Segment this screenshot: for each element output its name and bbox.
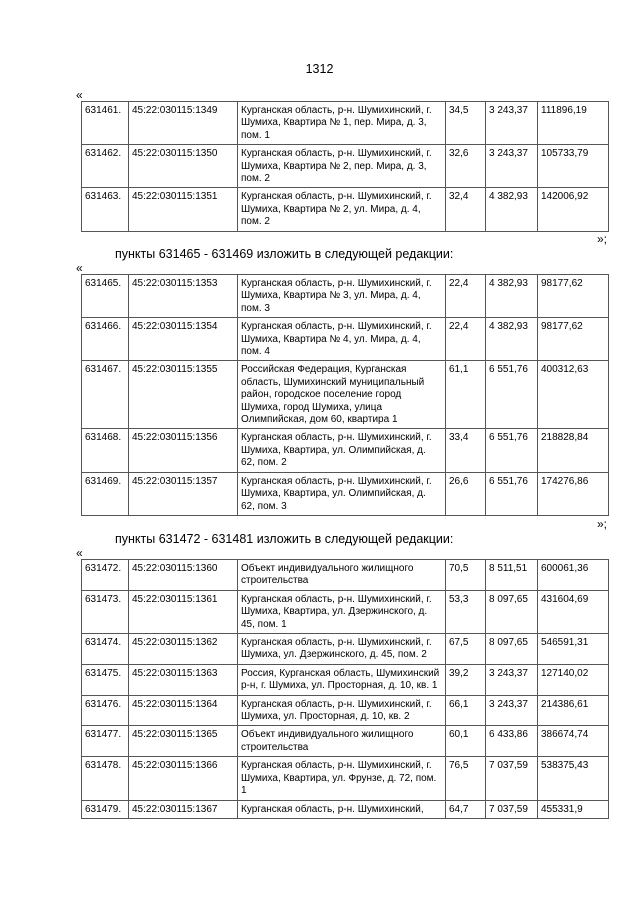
table-row: [82, 188, 609, 231]
rate-cell: 3 243,37: [486, 664, 538, 695]
address-cell: Курганская область, р-н. Шумихинский,: [238, 800, 446, 818]
address-cell: Курганская область, р-н. Шумихинский, г. Шумиха, ул. Дзержинского, д. 45, пом. 2: [238, 634, 446, 665]
address-cell: Российская Федерация, Курганская область, Шумихинский муниципальный район, городское поселение город Шумиха, город Шумиха, улица Олимпийская, дом 60, квартира 1: [238, 361, 446, 429]
quote-open-2: «: [76, 261, 83, 275]
item-number-cell: 631472.: [82, 560, 129, 591]
table-row: [82, 102, 609, 145]
cadastral-number-cell: 45:22:030115:1362: [129, 634, 238, 665]
table-row: [82, 318, 609, 361]
area-cell: 34,5: [446, 102, 486, 145]
area-cell: 66,1: [446, 695, 486, 726]
rate-cell: 4 382,93: [486, 275, 538, 318]
address-cell: Курганская область, р-н. Шумихинский, г. Шумиха, Квартира, ул. Олимпийская, д. 62, пом. 3: [238, 472, 446, 515]
area-cell: 26,6: [446, 472, 486, 515]
value-cell: 600061,36: [538, 560, 609, 591]
value-cell: 98177,62: [538, 318, 609, 361]
cadastral-number-cell: 45:22:030115:1363: [129, 664, 238, 695]
table-row: [82, 472, 609, 515]
table-row: [82, 664, 609, 695]
value-cell: 538375,43: [538, 757, 609, 800]
value-cell: 127140,02: [538, 664, 609, 695]
address-cell: Курганская область, р-н. Шумихинский, г. Шумиха, Квартира № 2, ул. Мира, д. 4, пом. 2: [238, 188, 446, 231]
table-row: [82, 757, 609, 800]
area-cell: 76,5: [446, 757, 486, 800]
area-cell: 22,4: [446, 275, 486, 318]
table-row: [82, 726, 609, 757]
address-cell: Объект индивидуального жилищного строительства: [238, 560, 446, 591]
item-number-cell: 631469.: [82, 472, 129, 515]
rate-cell: 7 037,59: [486, 757, 538, 800]
area-cell: 22,4: [446, 318, 486, 361]
address-cell: Россия, Курганская область, Шумихинский р-н, г. Шумиха, ул. Просторная, д. 10, кв. 1: [238, 664, 446, 695]
item-number-cell: 631477.: [82, 726, 129, 757]
rate-cell: 3 243,37: [486, 102, 538, 145]
item-number-cell: 631473.: [82, 590, 129, 633]
value-cell: 111896,19: [538, 102, 609, 145]
value-cell: 142006,92: [538, 188, 609, 231]
rate-cell: 8 511,51: [486, 560, 538, 591]
item-number-cell: 631466.: [82, 318, 129, 361]
table-row: [82, 800, 609, 818]
area-cell: 32,4: [446, 188, 486, 231]
table-body: [82, 560, 609, 819]
item-number-cell: 631462.: [82, 145, 129, 188]
area-cell: 39,2: [446, 664, 486, 695]
cadastral-number-cell: 45:22:030115:1360: [129, 560, 238, 591]
item-number-cell: 631461.: [82, 102, 129, 145]
table-row: [82, 695, 609, 726]
table-body: [82, 102, 609, 232]
rate-cell: 3 243,37: [486, 145, 538, 188]
area-cell: 32,6: [446, 145, 486, 188]
value-cell: 214386,61: [538, 695, 609, 726]
area-cell: 60,1: [446, 726, 486, 757]
rate-cell: 6 551,76: [486, 429, 538, 472]
address-cell: Курганская область, р-н. Шумихинский, г. Шумиха, ул. Просторная, д. 10, кв. 2: [238, 695, 446, 726]
item-number-cell: 631475.: [82, 664, 129, 695]
table-row: [82, 145, 609, 188]
item-number-cell: 631467.: [82, 361, 129, 429]
table-section-1: [81, 101, 609, 232]
instruction-text-2: пункты 631465 - 631469 изложить в следующей редакции:: [115, 247, 454, 261]
address-cell: Курганская область, р-н. Шумихинский, г. Шумиха, Квартира, ул. Олимпийская, д. 62, пом. 2: [238, 429, 446, 472]
item-number-cell: 631463.: [82, 188, 129, 231]
value-cell: 455331,9: [538, 800, 609, 818]
table-row: [82, 560, 609, 591]
item-number-cell: 631474.: [82, 634, 129, 665]
address-cell: Курганская область, р-н. Шумихинский, г. Шумиха, Квартира № 4, ул. Мира, д. 4, пом. 4: [238, 318, 446, 361]
cadastral-number-cell: 45:22:030115:1351: [129, 188, 238, 231]
address-cell: Курганская область, р-н. Шумихинский, г. Шумиха, Квартира № 2, пер. Мира, д. 3, пом. 2: [238, 145, 446, 188]
area-cell: 33,4: [446, 429, 486, 472]
rate-cell: 6 433,86: [486, 726, 538, 757]
table-body: [82, 275, 609, 516]
quote-open-1: «: [76, 88, 83, 102]
cadastral-number-cell: 45:22:030115:1353: [129, 275, 238, 318]
rate-cell: 4 382,93: [486, 188, 538, 231]
value-cell: 386674,74: [538, 726, 609, 757]
quote-close-1: »;: [597, 232, 608, 246]
area-cell: 67,5: [446, 634, 486, 665]
area-cell: 61,1: [446, 361, 486, 429]
table-row: [82, 429, 609, 472]
rate-cell: 6 551,76: [486, 472, 538, 515]
table-row: [82, 275, 609, 318]
item-number-cell: 631465.: [82, 275, 129, 318]
rate-cell: 4 382,93: [486, 318, 538, 361]
cadastral-number-cell: 45:22:030115:1357: [129, 472, 238, 515]
quote-open-3: «: [76, 546, 83, 560]
area-cell: 70,5: [446, 560, 486, 591]
address-cell: Курганская область, р-н. Шумихинский, г. Шумиха, Квартира № 3, ул. Мира, д. 4, пом. 3: [238, 275, 446, 318]
cadastral-number-cell: 45:22:030115:1355: [129, 361, 238, 429]
cadastral-number-cell: 45:22:030115:1356: [129, 429, 238, 472]
rate-cell: 8 097,65: [486, 590, 538, 633]
value-cell: 105733,79: [538, 145, 609, 188]
cadastral-number-cell: 45:22:030115:1349: [129, 102, 238, 145]
item-number-cell: 631478.: [82, 757, 129, 800]
address-cell: Курганская область, р-н. Шумихинский, г. Шумиха, Квартира, ул. Дзержинского, д. 45, пом. 1: [238, 590, 446, 633]
cadastral-number-cell: 45:22:030115:1364: [129, 695, 238, 726]
value-cell: 431604,69: [538, 590, 609, 633]
item-number-cell: 631476.: [82, 695, 129, 726]
area-cell: 64,7: [446, 800, 486, 818]
value-cell: 218828,84: [538, 429, 609, 472]
table-row: [82, 361, 609, 429]
table-section-2: [81, 274, 609, 516]
table-row: [82, 590, 609, 633]
value-cell: 546591,31: [538, 634, 609, 665]
rate-cell: 8 097,65: [486, 634, 538, 665]
item-number-cell: 631479.: [82, 800, 129, 818]
cadastral-number-cell: 45:22:030115:1350: [129, 145, 238, 188]
cadastral-number-cell: 45:22:030115:1361: [129, 590, 238, 633]
address-cell: Курганская область, р-н. Шумихинский, г. Шумиха, Квартира № 1, пер. Мира, д. 3, пом. 1: [238, 102, 446, 145]
cadastral-number-cell: 45:22:030115:1366: [129, 757, 238, 800]
cadastral-number-cell: 45:22:030115:1354: [129, 318, 238, 361]
table-section-3: [81, 559, 609, 819]
item-number-cell: 631468.: [82, 429, 129, 472]
instruction-text-3: пункты 631472 - 631481 изложить в следующей редакции:: [115, 532, 454, 546]
rate-cell: 6 551,76: [486, 361, 538, 429]
cadastral-number-cell: 45:22:030115:1365: [129, 726, 238, 757]
table-row: [82, 634, 609, 665]
rate-cell: 7 037,59: [486, 800, 538, 818]
value-cell: 174276,86: [538, 472, 609, 515]
value-cell: 400312,63: [538, 361, 609, 429]
address-cell: Курганская область, р-н. Шумихинский, г. Шумиха, Квартира, ул. Фрунзе, д. 72, пом. 1: [238, 757, 446, 800]
value-cell: 98177,62: [538, 275, 609, 318]
address-cell: Объект индивидуального жилищного строительства: [238, 726, 446, 757]
rate-cell: 3 243,37: [486, 695, 538, 726]
page-number: 1312: [305, 62, 334, 76]
cadastral-number-cell: 45:22:030115:1367: [129, 800, 238, 818]
quote-close-2: »;: [597, 517, 608, 531]
area-cell: 53,3: [446, 590, 486, 633]
